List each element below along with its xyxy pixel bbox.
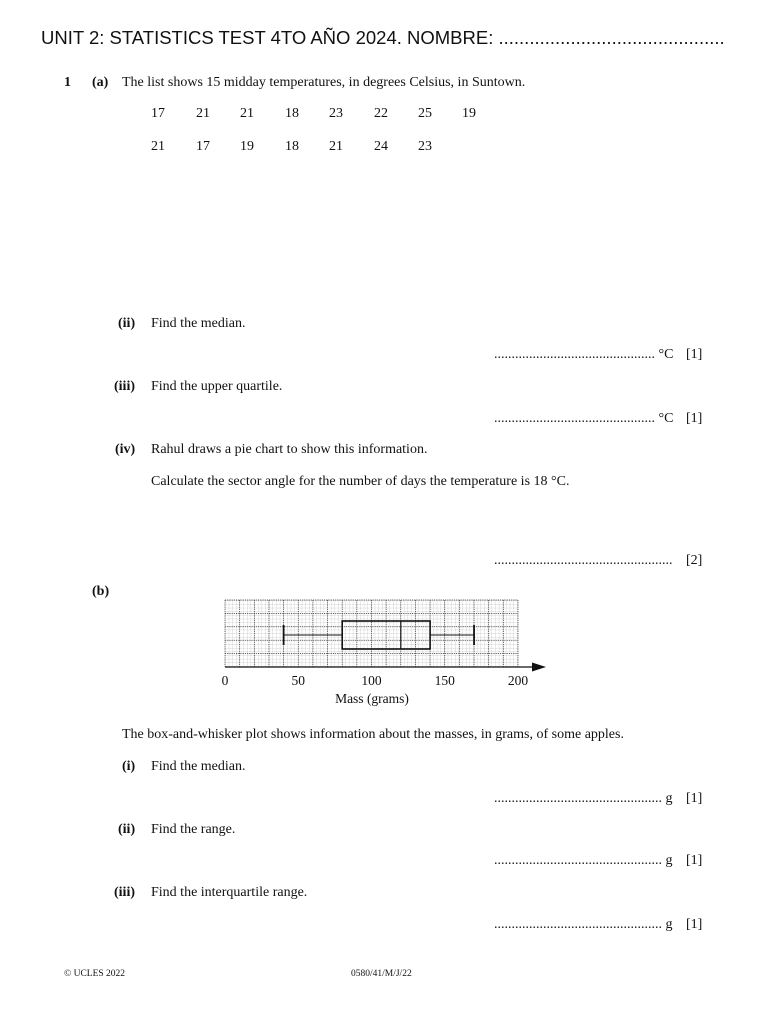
temperature-value: 18 [285, 106, 299, 121]
temperature-value: 21 [196, 106, 210, 121]
part-a-ii-label: (ii) [118, 316, 136, 331]
part-a-iv-question-2: Calculate the sector angle for the number of days the temperature is 18 °C. [151, 474, 570, 489]
part-a-ii-question: Find the median. [151, 316, 246, 331]
part-b-iii-question: Find the interquartile range. [151, 885, 308, 900]
temperature-value: 18 [285, 139, 299, 154]
part-a-intro: The list shows 15 midday temperatures, in degrees Celsius, in Suntown. [122, 75, 526, 90]
marks: [1] [686, 791, 703, 806]
part-a-iii-label: (iii) [114, 379, 135, 394]
tick-label: 50 [291, 673, 305, 688]
marks: [1] [686, 347, 703, 362]
temperature-value: 24 [374, 139, 388, 154]
part-a-iii-question: Find the upper quartile. [151, 379, 283, 394]
answer-line[interactable]: ................................................ g [494, 853, 673, 868]
part-b-iii-label: (iii) [114, 885, 135, 900]
marks: [2] [686, 553, 703, 568]
x-axis-arrow [532, 663, 546, 672]
answer-line[interactable]: ................................................ g [494, 791, 673, 806]
question-number: 1 [64, 75, 71, 90]
tick-label: 0 [221, 673, 229, 688]
temperature-value: 17 [151, 106, 165, 121]
temperature-value: 23 [418, 139, 432, 154]
box-plot [200, 590, 560, 715]
temperature-value: 23 [329, 106, 343, 121]
answer-line[interactable]: ................................................... [494, 553, 673, 568]
temperature-value: 22 [374, 106, 388, 121]
footer-paper-code: 0580/41/M/J/22 [351, 969, 412, 979]
marks: [1] [686, 853, 703, 868]
tick-label: 150 [434, 673, 455, 688]
answer-line[interactable]: ................................................ g [494, 917, 673, 932]
tick-labels [222, 673, 529, 688]
tick-label: 100 [361, 673, 382, 688]
temperature-value: 21 [329, 139, 343, 154]
marks: [1] [686, 917, 703, 932]
tick-label: 200 [507, 673, 529, 688]
answer-line[interactable]: .............................................. °C [494, 411, 674, 426]
part-b-i-question: Find the median. [151, 759, 246, 774]
footer-copyright: © UCLES 2022 [64, 969, 126, 979]
part-b-label: (b) [92, 584, 110, 599]
temperature-value: 17 [196, 139, 210, 154]
x-axis-label: Mass (grams) [335, 691, 409, 706]
temperature-value: 21 [151, 139, 165, 154]
part-a-iv-label: (iv) [115, 442, 136, 457]
marks: [1] [686, 411, 703, 426]
temperature-value: 25 [418, 106, 432, 121]
part-b-ii-question: Find the range. [151, 822, 236, 837]
temperature-value: 19 [240, 139, 254, 154]
part-b-ii-label: (ii) [118, 822, 136, 837]
part-a-label: (a) [92, 75, 109, 90]
temperature-value: 19 [462, 106, 476, 121]
part-b-intro: The box-and-whisker plot shows information about the masses, in grams, of some apples. [122, 727, 624, 742]
answer-line[interactable]: .............................................. °C [494, 347, 674, 362]
page-title: UNIT 2: STATISTICS TEST 4TO AÑO 2024. NOMBRE: ............................................ [41, 27, 725, 48]
part-a-iv-question: Rahul draws a pie chart to show this information. [151, 442, 428, 457]
temperature-value: 21 [240, 106, 254, 121]
part-b-i-label: (i) [122, 759, 136, 774]
